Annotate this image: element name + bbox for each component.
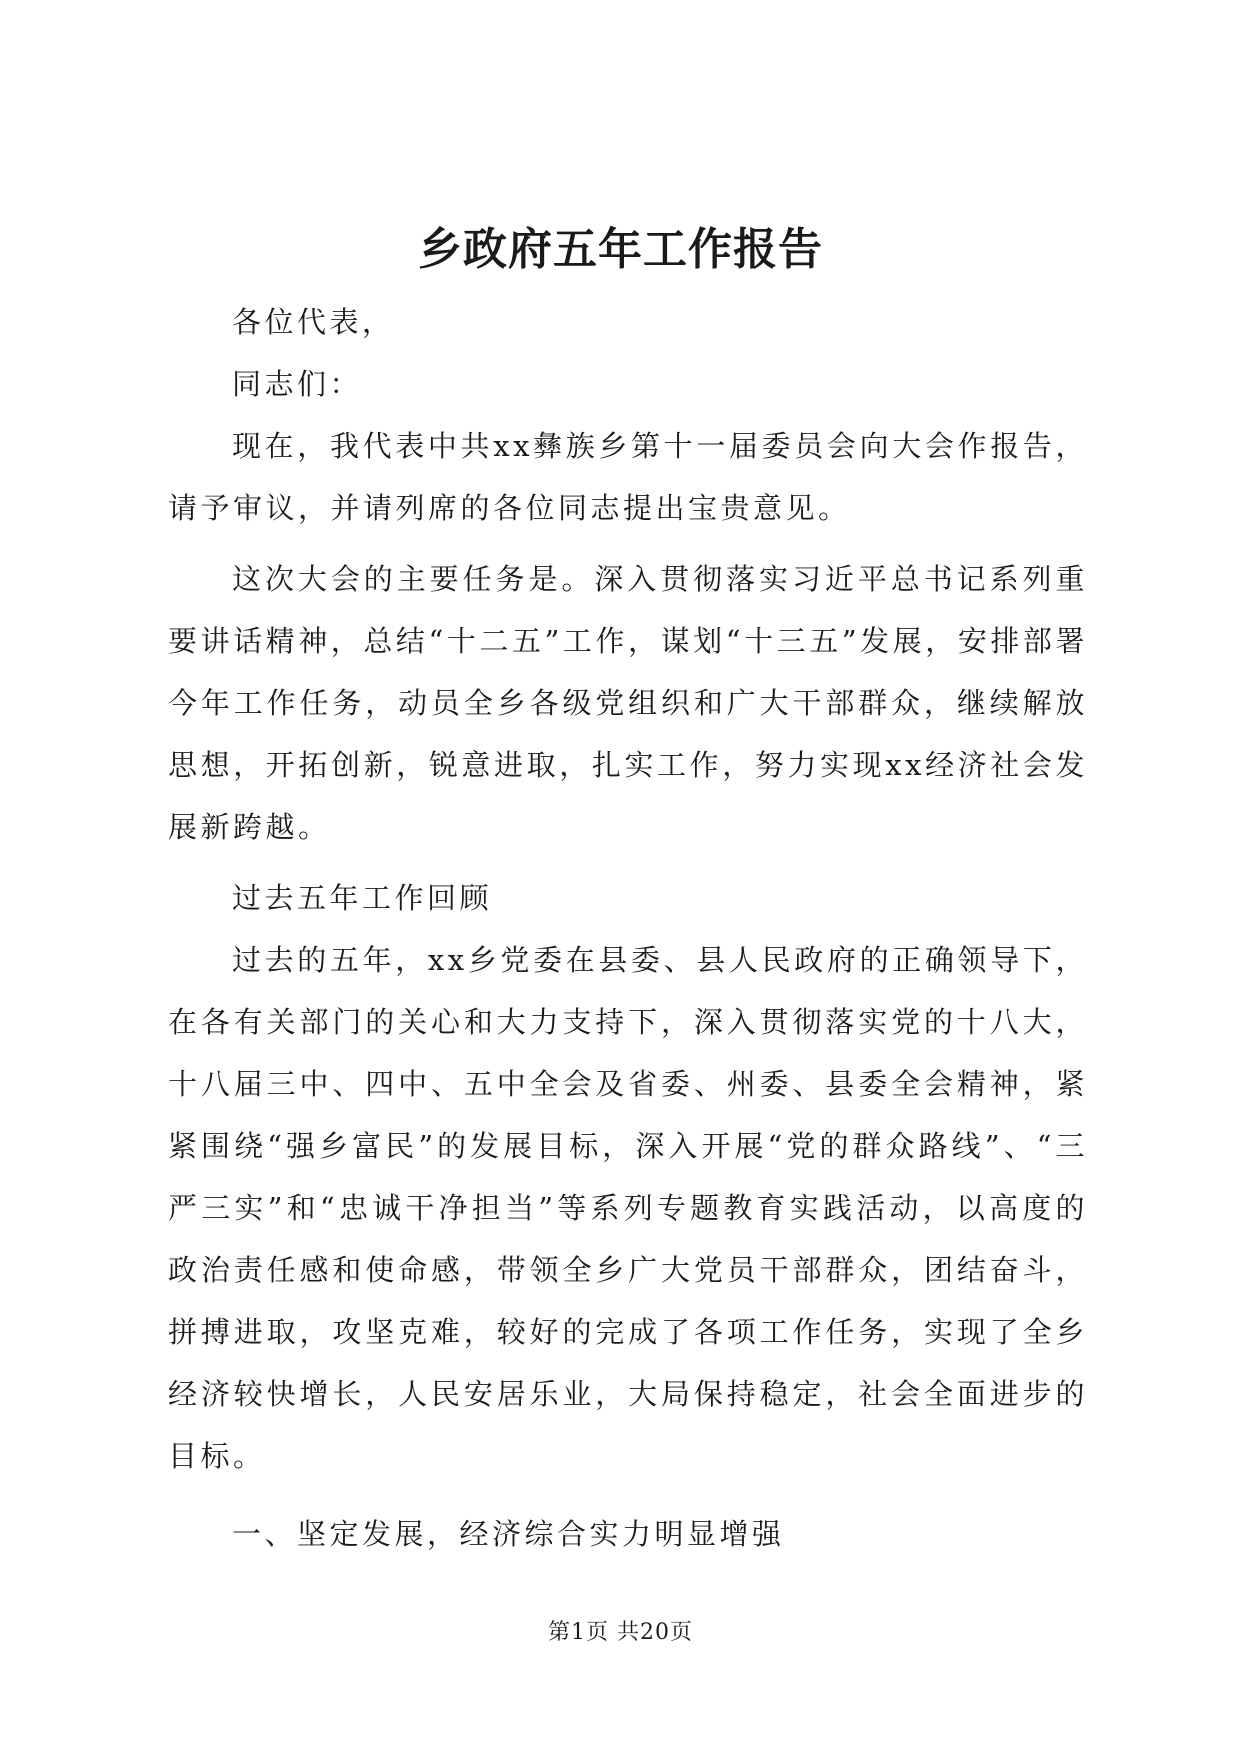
salutation-comrades: 同志们： xyxy=(232,367,363,401)
paragraph-main-tasks: 这次大会的主要任务是。深入贯彻落实习近平总书记系列重要讲话精神，总结“十二五”工作，谋划“十三五”发展，安排部署今年工作任务，动员全乡各级党组织和广大干部群众，继续解放思想，开拓创新，锐意进取，扎实工作，努力实现xx经济社会发展新跨越。 xyxy=(168,562,1088,844)
document-body xyxy=(168,291,1088,1565)
paragraph-intro: 现在，我代表中共xx彝族乡第十一届委员会向大会作报告，请予审议，并请列席的各位同志提出宝贵意见。 xyxy=(168,429,1088,525)
document-title: 乡政府五年工作报告 xyxy=(418,224,823,275)
paragraph-review: 过去的五年，xx乡党委在县委、县人民政府的正确领导下，在各有关部门的关心和大力支持下，深入贯彻落实党的十八大，十八届三中、四中、五中全会及省委、州委、县委全会精神，紧紧围绕“强乡富民”的发展目标，深入开展“党的群众路线”、“三严三实”和“忠诚干净担当”等系列专题教育实践活动，以高度的政治责任感和使命感，带领全乡广大党员干部群众，团结奋斗，拼搏进取，攻坚克难，较好的完成了各项工作任务，实现了全乡经济较快增长，人民安居乐业，大局保持稳定，社会全面进步的目标。 xyxy=(168,943,1088,1473)
section-heading-review: 过去五年工作回顾 xyxy=(232,881,493,915)
page-footer: 第1页 共20页 xyxy=(548,1620,693,1645)
salutation-representatives: 各位代表， xyxy=(232,305,395,339)
section-heading-economy: 一、坚定发展，经济综合实力明显增强 xyxy=(232,1517,785,1551)
